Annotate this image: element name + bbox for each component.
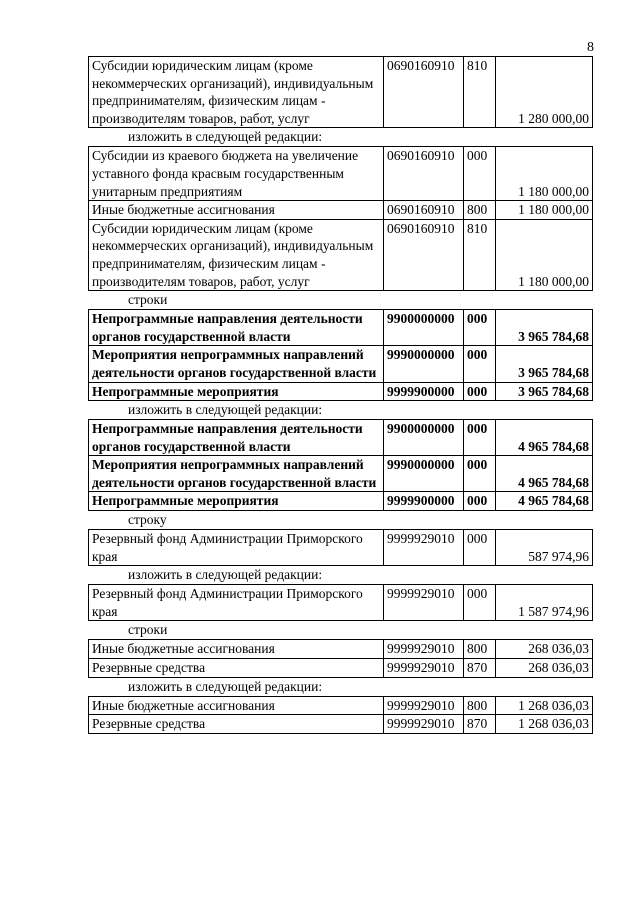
row-code-cell: 9999929010 <box>384 640 464 659</box>
row-code-cell: 9999929010 <box>384 530 464 566</box>
row-name-cell: Субсидии из краевого бюджета на увеличение уставного фонда красвым государственным унитарным предприятиям <box>89 147 384 201</box>
table-row <box>89 147 593 201</box>
row-kind-cell: 810 <box>464 219 496 290</box>
row-code-cell: 9999900000 <box>384 382 464 401</box>
budget-table <box>88 56 593 128</box>
table-row <box>89 715 593 734</box>
row-amount-cell: 3 965 784,68 <box>496 382 593 401</box>
row-name-cell: Резервные средства <box>89 659 384 678</box>
row-code-cell: 0690160910 <box>384 219 464 290</box>
row-code-cell: 9900000000 <box>384 420 464 456</box>
row-code-cell: 9990000000 <box>384 346 464 382</box>
row-code-cell: 9999929010 <box>384 659 464 678</box>
row-kind-cell: 000 <box>464 310 496 346</box>
row-kind-cell: 000 <box>464 420 496 456</box>
row-kind-cell: 000 <box>464 492 496 511</box>
edit-instruction: строку <box>128 512 167 528</box>
row-code-cell: 0690160910 <box>384 201 464 220</box>
budget-table <box>88 639 593 677</box>
row-amount-cell: 1 180 000,00 <box>496 147 593 201</box>
row-amount-cell: 4 965 784,68 <box>496 420 593 456</box>
row-amount-cell: 268 036,03 <box>496 640 593 659</box>
budget-table <box>88 309 593 401</box>
row-code-cell: 9999929010 <box>384 715 464 734</box>
table-row <box>89 201 593 220</box>
row-kind-cell: 800 <box>464 201 496 220</box>
table-row <box>89 456 593 492</box>
row-name-cell: Иные бюджетные ассигнования <box>89 640 384 659</box>
row-code-cell: 9900000000 <box>384 310 464 346</box>
row-name-cell: Непрограммные мероприятия <box>89 492 384 511</box>
edit-instruction: строки <box>128 292 168 308</box>
row-name-cell: Резервный фонд Администрации Приморского края <box>89 585 384 621</box>
budget-table <box>88 419 593 511</box>
table-row <box>89 346 593 382</box>
table-row <box>89 696 593 715</box>
row-name-cell: Непрограммные направления деятельности органов государственной власти <box>89 310 384 346</box>
row-kind-cell: 000 <box>464 382 496 401</box>
table-row <box>89 530 593 566</box>
edit-instruction: изложить в следующей редакции: <box>128 402 323 418</box>
table-row <box>89 492 593 511</box>
row-name-cell: Резервные средства <box>89 715 384 734</box>
row-amount-cell: 1 280 000,00 <box>496 57 593 128</box>
budget-table <box>88 529 593 566</box>
budget-table <box>88 696 593 734</box>
row-amount-cell: 1 268 036,03 <box>496 696 593 715</box>
row-amount-cell: 4 965 784,68 <box>496 492 593 511</box>
row-kind-cell: 000 <box>464 585 496 621</box>
row-code-cell: 9999900000 <box>384 492 464 511</box>
row-kind-cell: 000 <box>464 346 496 382</box>
row-kind-cell: 810 <box>464 57 496 128</box>
table-row <box>89 310 593 346</box>
table-row <box>89 219 593 290</box>
row-name-cell: Субсидии юридическим лицам (кроме некоммерческих организаций), индивидуальным предпринимателям, физическим лицам - производителям товаров, работ, услуг <box>89 219 384 290</box>
row-amount-cell: 4 965 784,68 <box>496 456 593 492</box>
row-name-cell: Иные бюджетные ассигнования <box>89 696 384 715</box>
edit-instruction: изложить в следующей редакции: <box>128 129 323 145</box>
document-body <box>88 56 593 734</box>
table-row <box>89 57 593 128</box>
row-kind-cell: 800 <box>464 696 496 715</box>
table-row <box>89 420 593 456</box>
table-row <box>89 585 593 621</box>
row-kind-cell: 800 <box>464 640 496 659</box>
row-kind-cell: 870 <box>464 659 496 678</box>
edit-instruction: строки <box>128 622 168 638</box>
row-code-cell: 9999929010 <box>384 696 464 715</box>
row-amount-cell: 1 180 000,00 <box>496 219 593 290</box>
row-amount-cell: 268 036,03 <box>496 659 593 678</box>
row-name-cell: Мероприятия непрограммных направлений деятельности органов государственной власти <box>89 346 384 382</box>
page-number: 8 <box>587 40 594 55</box>
row-name-cell: Иные бюджетные ассигнования <box>89 201 384 220</box>
row-kind-cell: 000 <box>464 456 496 492</box>
row-amount-cell: 1 268 036,03 <box>496 715 593 734</box>
row-amount-cell: 1 180 000,00 <box>496 201 593 220</box>
row-amount-cell: 3 965 784,68 <box>496 310 593 346</box>
row-amount-cell: 587 974,96 <box>496 530 593 566</box>
row-amount-cell: 3 965 784,68 <box>496 346 593 382</box>
row-amount-cell: 1 587 974,96 <box>496 585 593 621</box>
row-name-cell: Непрограммные мероприятия <box>89 382 384 401</box>
row-name-cell: Резервный фонд Администрации Приморского края <box>89 530 384 566</box>
edit-instruction: изложить в следующей редакции: <box>128 567 323 583</box>
row-name-cell: Субсидии юридическим лицам (кроме некоммерческих организаций), индивидуальным предпринимателям, физическим лицам - производителям товаров, работ, услуг <box>89 57 384 128</box>
row-code-cell: 9999929010 <box>384 585 464 621</box>
budget-table <box>88 146 593 291</box>
row-code-cell: 9990000000 <box>384 456 464 492</box>
table-row <box>89 382 593 401</box>
row-code-cell: 0690160910 <box>384 57 464 128</box>
row-name-cell: Непрограммные направления деятельности органов государственной власти <box>89 420 384 456</box>
budget-table <box>88 584 593 621</box>
row-kind-cell: 000 <box>464 147 496 201</box>
row-kind-cell: 000 <box>464 530 496 566</box>
row-name-cell: Мероприятия непрограммных направлений деятельности органов государственной власти <box>89 456 384 492</box>
table-row <box>89 659 593 678</box>
table-row <box>89 640 593 659</box>
edit-instruction: изложить в следующей редакции: <box>128 678 323 694</box>
row-code-cell: 0690160910 <box>384 147 464 201</box>
row-kind-cell: 870 <box>464 715 496 734</box>
